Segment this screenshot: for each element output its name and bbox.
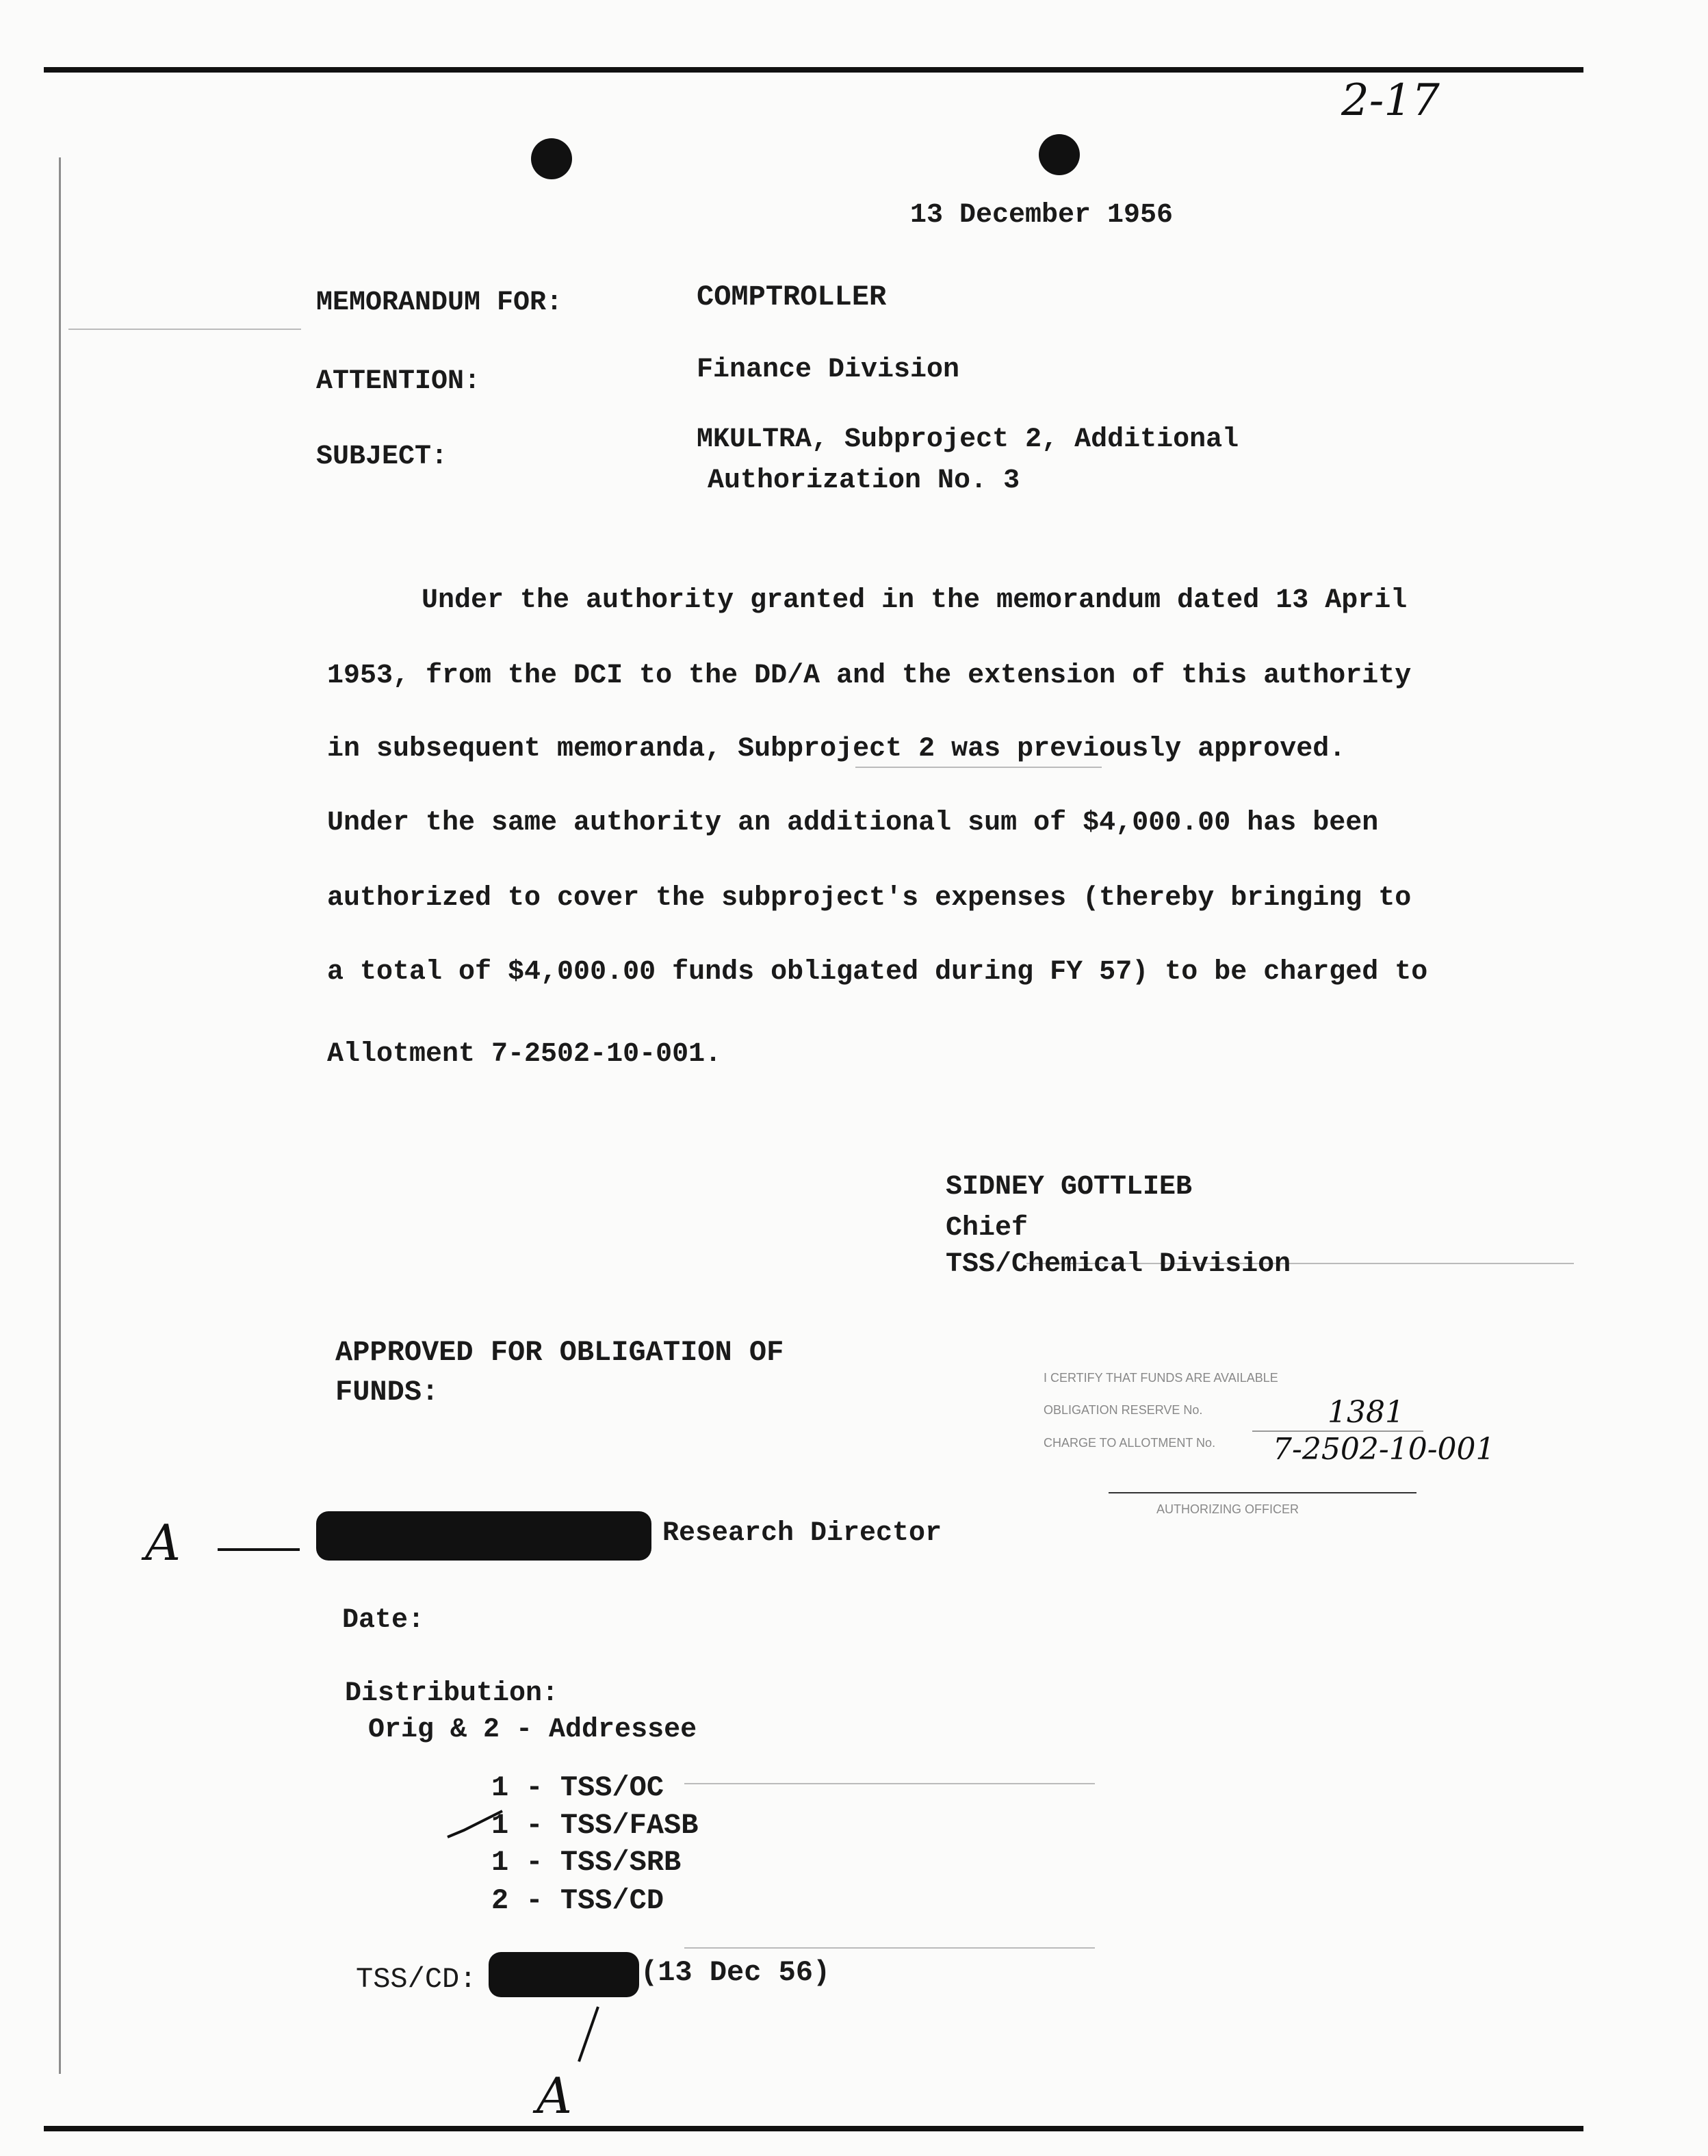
signer-division: TSS/Chemical Division (946, 1249, 1291, 1280)
stamp-signature-rule (1109, 1492, 1416, 1493)
scan-noise (684, 1947, 1095, 1949)
subject-line-2: Authorization No. 3 (708, 465, 1020, 496)
distribution-item: 1 - TSS/OC (491, 1771, 664, 1804)
annotation-a-handwritten: A (145, 1514, 181, 1571)
date-label: Date: (342, 1605, 425, 1636)
body-line: a total of $4,000.00 funds obligated during FY 57) to be charged to (327, 957, 1428, 988)
body-line: Allotment 7-2502-10-001. (327, 1039, 722, 1070)
distribution-item: 1 - TSS/FASB (491, 1809, 699, 1842)
distribution-orig: Orig & 2 - Addressee (368, 1715, 697, 1745)
footer-annotation-a-handwritten: A (536, 2067, 572, 2125)
distribution-item: 1 - TSS/SRB (491, 1846, 682, 1879)
stamp-obligation-number: 1381 (1328, 1395, 1404, 1430)
body-line: Under the same authority an additional sum of $4,000.00 has been (327, 808, 1379, 838)
stamp-certify-line: I CERTIFY THAT FUNDS ARE AVAILABLE (1044, 1371, 1278, 1385)
scan-border-top (44, 67, 1583, 73)
body-line: Under the authority granted in the memorandum dated 13 April (422, 585, 1408, 616)
subject-line-1: MKULTRA, Subproject 2, Additional (697, 424, 1239, 455)
stamp-obligation-line: OBLIGATION RESERVE No. (1044, 1403, 1203, 1417)
stamp-allotment-line: CHARGE TO ALLOTMENT No. (1044, 1436, 1216, 1450)
body-line: in subsequent memoranda, Subproject 2 was previously approved. (327, 734, 1346, 765)
scan-noise (68, 329, 301, 330)
subject-label: SUBJECT: (316, 441, 448, 472)
scan-noise (684, 1783, 1095, 1784)
attention-value: Finance Division (697, 355, 960, 385)
annotation-dash (218, 1548, 300, 1551)
scan-noise (855, 767, 1102, 768)
office-date: (13 Dec 56) (640, 1956, 831, 1989)
body-line: 1953, from the DCI to the DD/A and the extension of this authority (327, 660, 1412, 691)
memo-for-value: COMPTROLLER (697, 281, 887, 313)
handwritten-stroke (575, 2004, 602, 2066)
stamp-officer-label: AUTHORIZING OFFICER (1156, 1502, 1299, 1516)
redaction-block (316, 1511, 651, 1561)
distribution-item: 2 - TSS/CD (491, 1884, 664, 1917)
distribution-label: Distribution: (345, 1678, 559, 1709)
signer-name: SIDNEY GOTTLIEB (946, 1172, 1193, 1203)
office-prefix: TSS/CD: (356, 1963, 477, 1996)
redaction-block (489, 1952, 639, 1997)
memo-date: 13 December 1956 (910, 200, 1174, 231)
body-line: authorized to cover the subproject's expenses (thereby bringing to (327, 883, 1412, 914)
stamp-allotment-number: 7-2502-10-001 (1273, 1432, 1495, 1467)
scan-border-left (59, 157, 61, 2074)
page-number-handwritten: 2-17 (1341, 75, 1440, 126)
signer-title: Chief (946, 1213, 1028, 1244)
scan-border-bottom (44, 2126, 1583, 2131)
approved-line-2: FUNDS: (335, 1376, 439, 1409)
research-director-label: Research Director (662, 1518, 942, 1549)
punch-hole-right (1039, 134, 1080, 175)
checkmark-icon (445, 1807, 506, 1848)
attention-label: ATTENTION: (316, 366, 481, 397)
approved-line-1: APPROVED FOR OBLIGATION OF (335, 1336, 784, 1369)
punch-hole-left (531, 138, 572, 179)
memo-for-label: MEMORANDUM FOR: (316, 287, 563, 318)
